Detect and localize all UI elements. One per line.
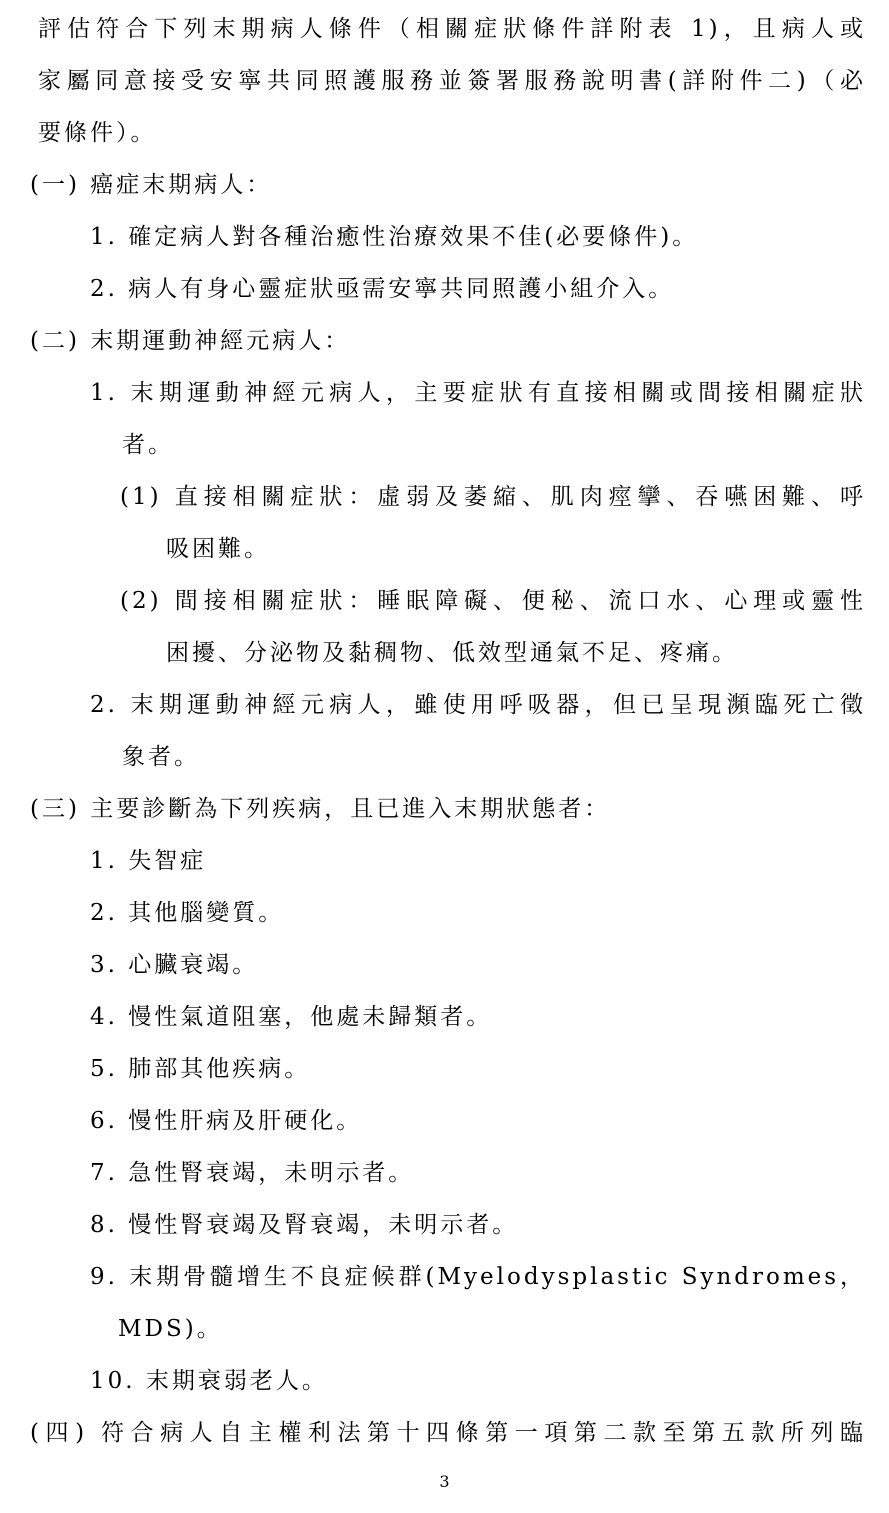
section-2-item-1-line-2: 者。: [122, 432, 174, 458]
section-2-sub-1-line-2: 吸困難。: [166, 536, 270, 562]
section-4-heading: (四) 符合病人自主權利法第十四條第一項第二款至第五款所列臨: [30, 1420, 866, 1446]
section-2-item-1-line-1: 1. 末期運動神經元病人，主要症狀有直接相關或間接相關症狀: [90, 380, 866, 406]
page-number: 3: [439, 1472, 450, 1491]
section-3-item-4: 4. 慢性氣道阻塞，他處未歸類者。: [90, 1004, 493, 1030]
intro-line-1: 評估符合下列末期病人條件（相關症狀條件詳附表 1)，且病人或: [38, 16, 866, 42]
section-1-heading: (一) 癌症末期病人：: [30, 172, 273, 198]
section-3-item-9-line-2: MDS)。: [118, 1316, 223, 1342]
section-2-sub-1-line-1: (1) 直接相關症狀：虛弱及萎縮、肌肉痙攣、吞嚥困難、呼: [120, 484, 866, 510]
section-3-item-5: 5. 肺部其他疾病。: [90, 1056, 311, 1082]
intro-line-2: 家屬同意接受安寧共同照護服務並簽署服務說明書(詳附件二)（必: [38, 68, 866, 94]
section-3-item-10: 10. 末期衰弱老人。: [90, 1368, 328, 1394]
section-2-item-2-line-2: 象者。: [122, 744, 200, 770]
section-2-heading: (二) 末期運動神經元病人：: [30, 328, 351, 354]
section-2-sub-2-line-1: (2) 間接相關症狀：睡眠障礙、便秘、流口水、心理或靈性: [120, 588, 866, 614]
section-3-item-3: 3. 心臟衰竭。: [90, 952, 259, 978]
section-3-item-2: 2. 其他腦變質。: [90, 900, 285, 926]
section-1-item-1: 1. 確定病人對各種治癒性治療效果不佳(必要條件)。: [90, 224, 699, 250]
section-3-item-7: 7. 急性腎衰竭，未明示者。: [90, 1160, 415, 1186]
section-3-item-8: 8. 慢性腎衰竭及腎衰竭，未明示者。: [90, 1212, 519, 1238]
section-3-item-1: 1. 失智症: [90, 848, 207, 874]
intro-line-3: 要條件）。: [38, 120, 157, 146]
section-1-item-2: 2. 病人有身心靈症狀亟需安寧共同照護小組介入。: [90, 276, 675, 302]
section-3-item-9-line-1: 9. 末期骨髓增生不良症候群(Myelodysplastic Syndromes，: [90, 1264, 866, 1290]
section-3-item-6: 6. 慢性肝病及肝硬化。: [90, 1108, 363, 1134]
section-3-heading: (三) 主要診斷為下列疾病，且已進入末期狀態者：: [30, 796, 611, 822]
section-2-sub-2-line-2: 困擾、分泌物及黏稠物、低效型通氣不足、疼痛。: [166, 640, 738, 666]
section-2-item-2-line-1: 2. 末期運動神經元病人，雖使用呼吸器，但已呈現瀕臨死亡徵: [90, 692, 866, 718]
